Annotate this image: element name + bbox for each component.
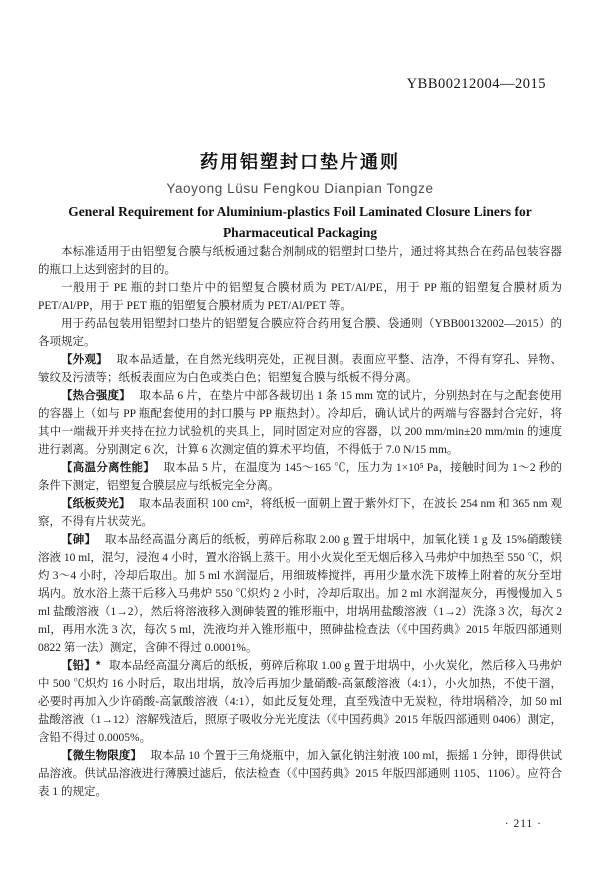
paragraph-compliance: [38, 315, 562, 351]
paragraph-microbial-limit: [38, 747, 562, 801]
paragraph-scope: [38, 243, 562, 279]
section-text: 本标准适用于由铝塑复合膜与纸板通过黏合剂制成的铝塑封口垫片，通过将其热合在药品包装容器的瓶口上达到密封的目的。: [38, 246, 562, 276]
document-body: [38, 243, 562, 801]
section-text: 取本品经高温分离后的纸板，剪碎后称取 2.00 g 置于坩埚中，加氧化镁 1 g 及 15%硝酸镁溶液 10 ml，混匀，浸泡 4 小时，置水浴锅上蒸干。用小火炭化至无烟后移入马弗炉中加热至 550 ℃，炽灼 3～4 小时，冷却后取出。加 5 ml 水润湿后，用细玻棒搅拌，再用少量水洗下玻棒上附着的灰分至坩埚内。放水浴上蒸干后移入马弗炉 550 ℃炽灼 2 小时，冷却后取出。加 2 ml 水润湿灰分，再慢慢加入 5 ml 盐酸溶液（1→2），然后将溶液移入测砷装置的锥形瓶中，坩埚用盐酸溶液（1→2）洗涤 3 次，每次 2 ml，再用水洗 3 次，每次 5 ml，洗液均并入锥形瓶中，照砷盐检查法（《中国药典》2015 年版四部通则 0822 第一法）测定，含砷不得过 0.0001%。: [38, 534, 563, 654]
title-chinese: 药用铝塑封口垫片通则: [200, 152, 400, 172]
paragraph-paperboard-fluorescence: [38, 495, 562, 531]
title-pinyin: Yaoyong Lüsu Fengkou Dianpian Tongze: [166, 181, 434, 196]
paragraph-appearance: [38, 351, 562, 387]
section-label: 【砷】: [61, 534, 97, 546]
section-text: 取本品 6 片，在垫片中部各裁切出 1 条 15 mm 宽的试片，分别热封在与之配套使用的容器上（如与 PP 瓶配套使用的封口膜与 PP 瓶热封）。冷却后，确认试片的两端与容器封合完好，将其中一端裁开并夹持在拉力试验机的夹具上，同时固定对应的容器，以 200 mm/min±20 mm/min 的速度进行剥离。分别测定 6 次，计算 6 次测定值的算术平均值，不得低于 7.0 N/15 mm。: [38, 390, 563, 456]
section-text: 取本品表面积 100 cm²，将纸板一面朝上置于紫外灯下，在波长 254 nm 和 365 nm 观察，不得有片状荧光。: [38, 498, 563, 528]
section-text: 取本品经高温分离后的纸板，剪碎后称取 1.00 g 置于坩埚中，小火炭化，然后移入马弗炉中 500 ℃炽灼 16 小时后，取出坩埚，放冷后再加少量硝酸-高氯酸溶液（4:1），小火加热，不使干涸，必要时再加入少许硝酸-高氯酸溶液（4:1），如此反复处理，直至残渣中无炭粒，待坩埚稍冷，加 50 ml 盐酸溶液（1→12）溶解残渣后，照原子吸收分光光度法（《中国药典》2015 年版四部通则 0406）测定，含铅不得过 0.0005%。: [38, 660, 562, 744]
section-label: 【热合强度】: [61, 390, 131, 402]
title-english-line2: Pharmaceutical Packaging: [222, 225, 378, 240]
section-text: 取本品 5 片，在温度为 145～165 ℃，压力为 1×10⁵ Pa，接触时间为 1～2 秒的条件下测定，铝塑复合膜层应与纸板完全分离。: [38, 462, 563, 492]
title-english-line1: General Requirement for Aluminium-plastics Foil Laminated Closure Liners for: [68, 204, 532, 219]
section-label: 【高温分离性能】: [61, 462, 155, 474]
section-text: 取本品适量，在自然光线明亮处，正视目测。表面应平整、洁净，不得有穿孔、异物、皱纹及污渍等；纸板表面应为白色或类白色；铝塑复合膜与纸板不得分离。: [38, 354, 563, 384]
title-block: [0, 148, 600, 243]
section-label: 【铅】*: [61, 660, 101, 672]
paragraph-arsenic: [38, 531, 562, 657]
section-text: 一般用于 PE 瓶的封口垫片中的铝塑复合膜材质为 PET/Al/PE，用于 PP 瓶的铝塑复合膜材质为 PET/Al/PP，用于 PET 瓶的铝塑复合膜材质为 PET/Al/PET 等。: [38, 282, 562, 312]
section-text: 取本品 10 个置于三角烧瓶中，加入氯化钠注射液 100 ml，振摇 1 分钟，即得供试品溶液。供试品溶液进行薄膜过滤后，依法检查（《中国药典》2015 年版四部通则 1105、1106）。应符合表 1 的规定。: [38, 750, 563, 798]
paragraph-high-temp-separation: [38, 459, 562, 495]
section-label: 【纸板荧光】: [61, 498, 131, 510]
page-number: · 211 ·: [504, 818, 542, 830]
paragraph-heat-seal-strength: [38, 387, 562, 459]
standard-code: YBB00212004—2015: [406, 76, 546, 92]
section-label: 【微生物限度】: [61, 750, 142, 762]
section-text: 用于药品包装用铝塑封口垫片的铝塑复合膜应符合药用复合膜、袋通则（YBB00132002—2015）的各项规定。: [38, 318, 562, 348]
section-label: 【外观】: [61, 354, 108, 366]
title-english: [0, 201, 600, 243]
paragraph-lead: [38, 657, 562, 747]
paragraph-materials: [38, 279, 562, 315]
